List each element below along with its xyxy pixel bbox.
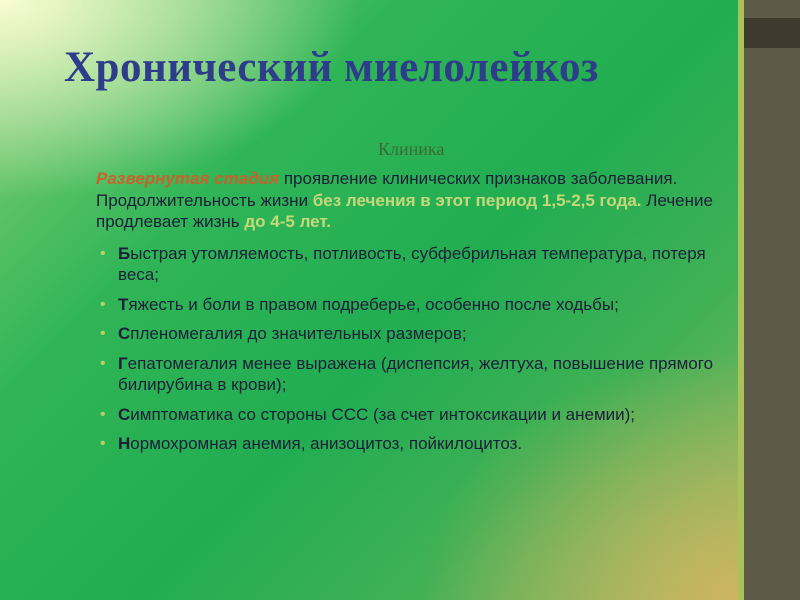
sidebar-accent-strip xyxy=(738,0,744,600)
list-item-initial: Т xyxy=(118,294,129,314)
slide-body xyxy=(96,168,746,463)
sidebar-dark-tab xyxy=(744,18,800,48)
bullet-icon: • xyxy=(100,435,106,452)
list-item xyxy=(96,353,746,396)
decorative-sidebar xyxy=(738,0,800,600)
bullet-icon: • xyxy=(100,354,106,372)
list-item-initial: Б xyxy=(118,243,131,263)
list-item xyxy=(96,243,746,286)
intro-highlight-1: без лечения в этот период 1,5-2,5 года. xyxy=(312,190,642,210)
list-item-text: епатомегалия менее выражена (диспепсия, желтуха, повышение прямого билирубина в крови); xyxy=(118,353,714,394)
list-item xyxy=(96,294,746,316)
list-item xyxy=(96,404,746,426)
intro-text-2: Лечение продлевает жизнь xyxy=(96,190,713,231)
list-item-initial: С xyxy=(118,324,131,343)
bullet-icon: • xyxy=(100,405,106,423)
list-item xyxy=(96,323,746,345)
list-item-initial: Н xyxy=(118,434,131,453)
list-item-text: ыстрая утомляемость, потливость, субфебрильная температура, потеря веса; xyxy=(118,243,706,284)
bullet-icon: • xyxy=(100,244,106,262)
intro-lead: Развернутая стадия xyxy=(96,169,280,188)
list-item xyxy=(96,433,746,455)
intro-paragraph xyxy=(96,168,746,233)
list-item-text: яжесть и боли в правом подреберье, особенно после ходьбы; xyxy=(128,294,619,314)
list-item-initial: Г xyxy=(118,353,128,373)
intro-text-1: проявление клинических признаков заболевания. Продолжительность жизни xyxy=(96,169,678,210)
list-item-text: ормохромная анемия, анизоцитоз, пойкилоцитоз. xyxy=(130,434,523,453)
intro-highlight-2: до 4-5 лет. xyxy=(244,212,331,231)
bullet-icon: • xyxy=(100,325,106,342)
slide-title: Хронический миелолейкоз xyxy=(64,44,599,91)
list-item-initial: С xyxy=(118,404,131,424)
slide-subtitle: Клиника xyxy=(378,139,445,159)
list-item-text: пленомегалия до значительных размеров; xyxy=(130,324,467,343)
symptom-list xyxy=(96,243,746,455)
bullet-icon: • xyxy=(100,295,106,313)
list-item-text: имптоматика со стороны ССС (за счет интоксикации и анемии); xyxy=(130,404,636,424)
